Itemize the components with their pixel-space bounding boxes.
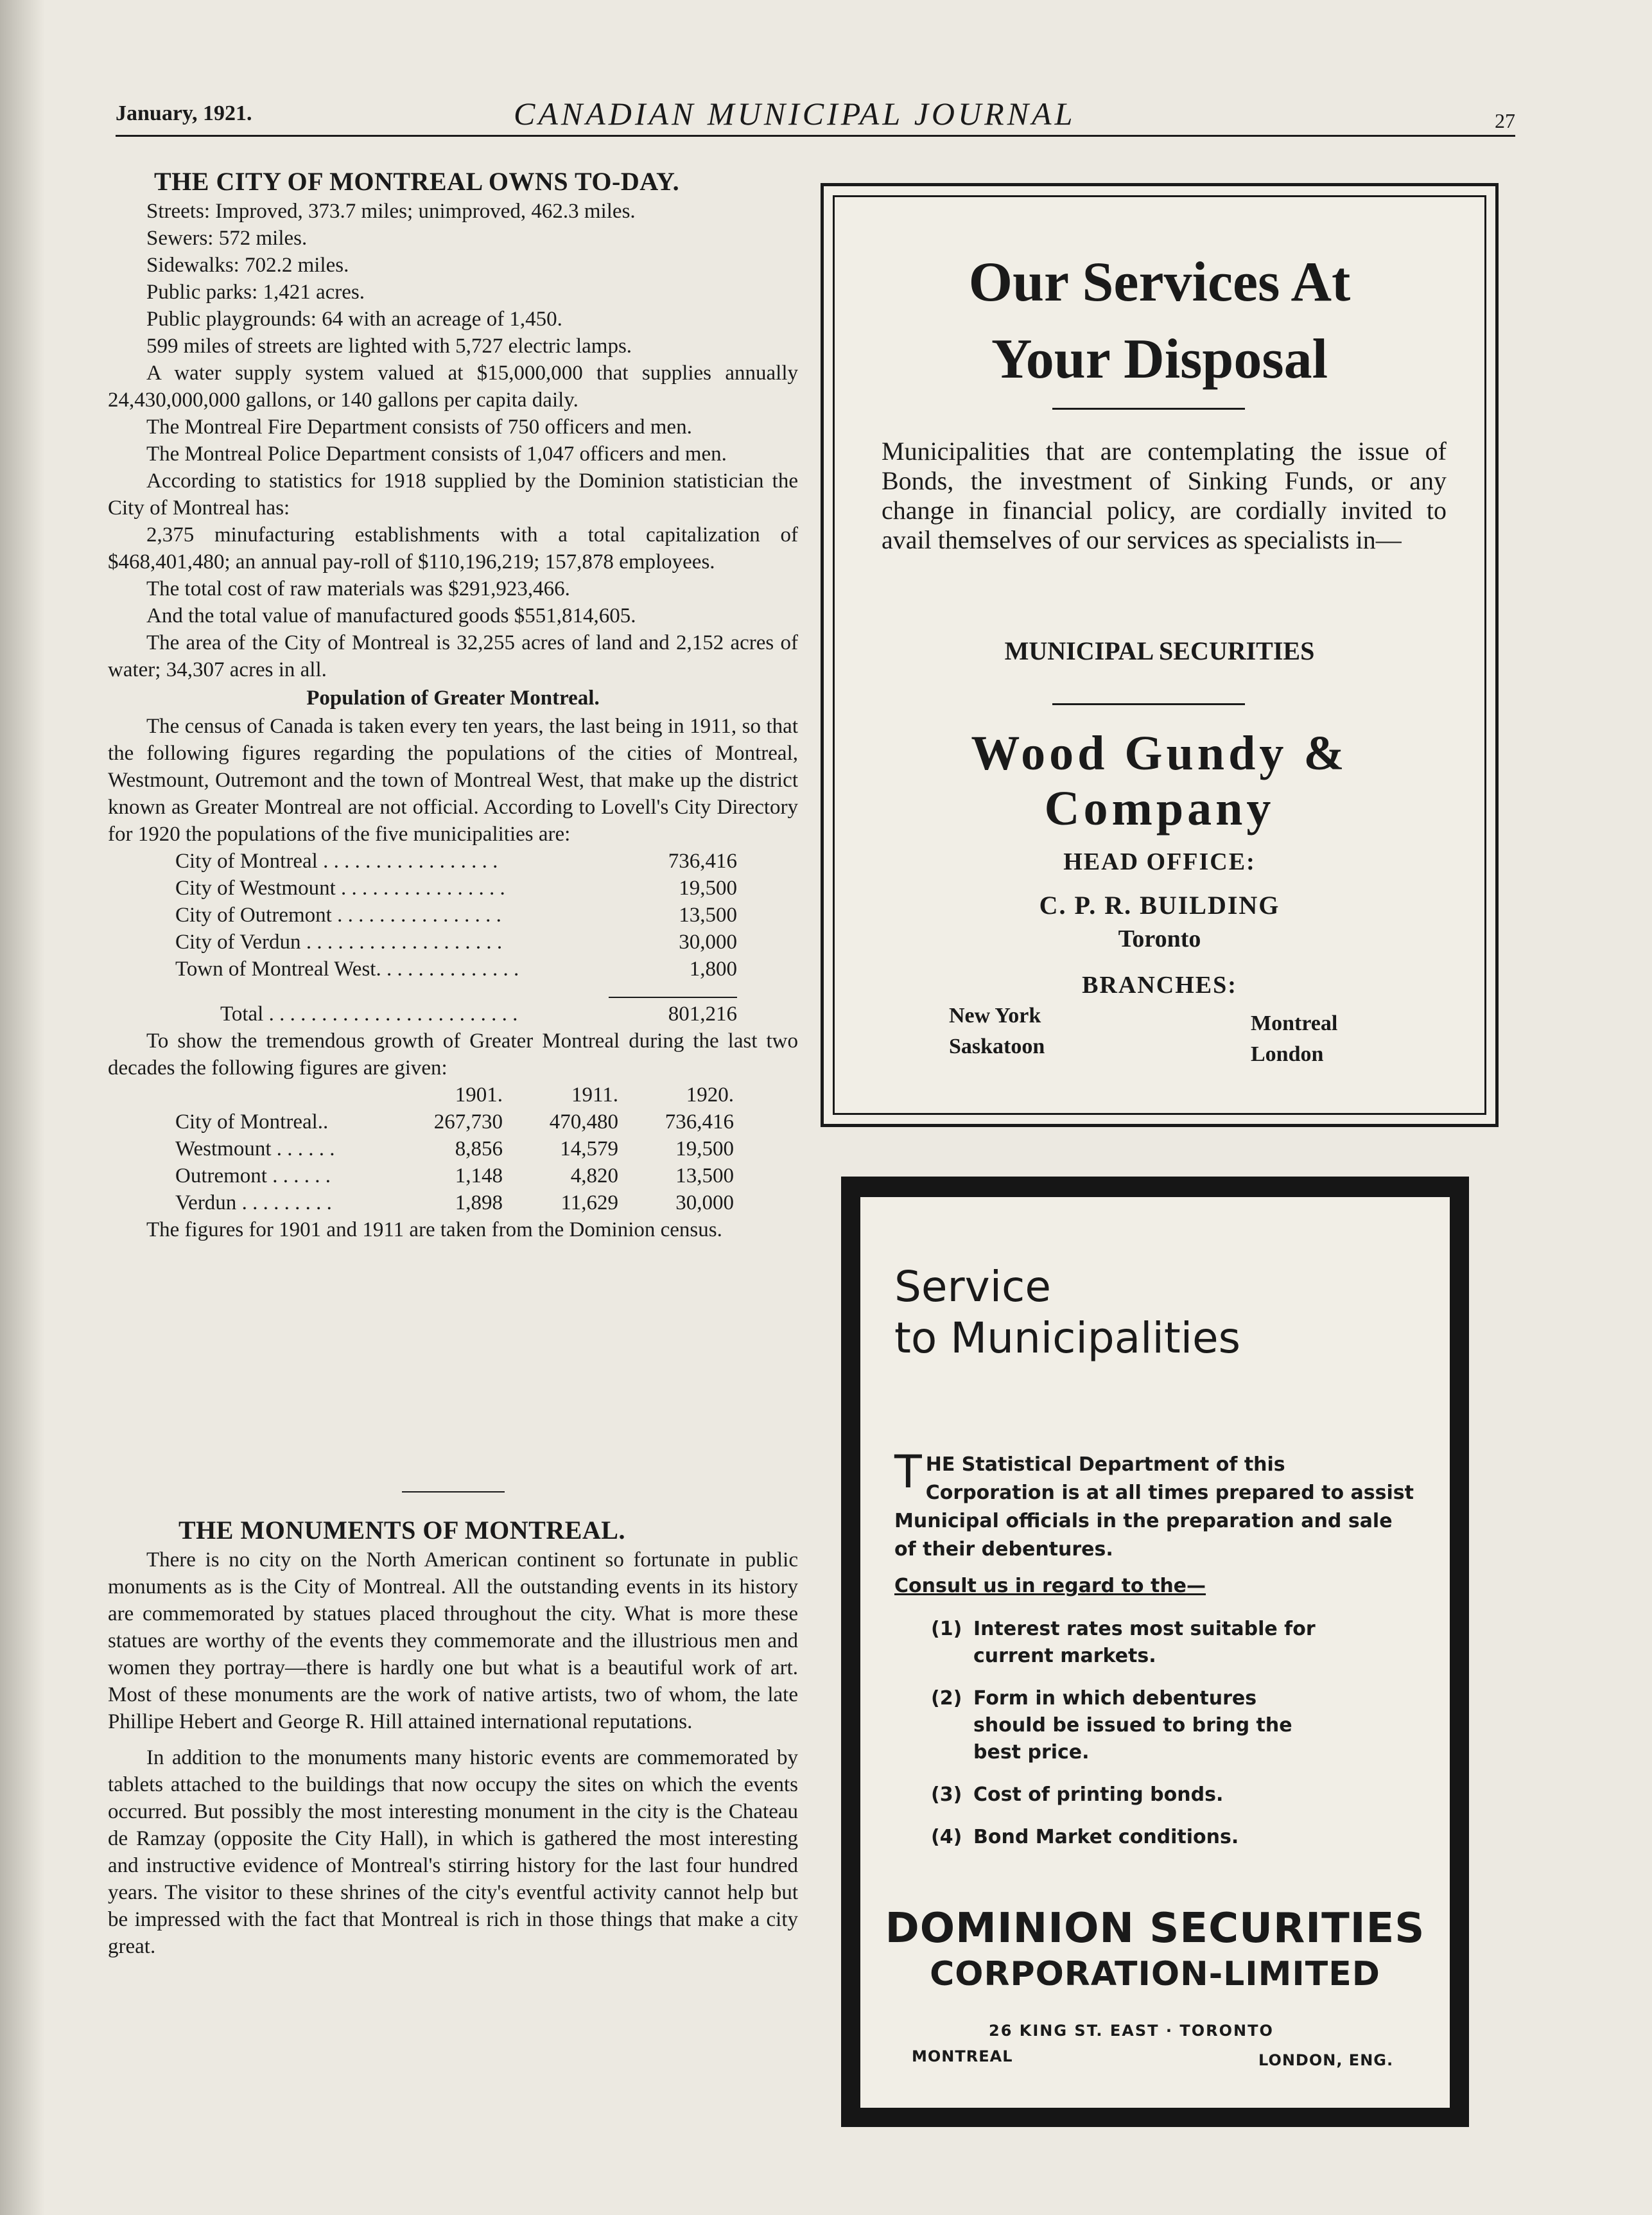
stat-line: 599 miles of streets are lighted with 5,727 electric lamps. — [146, 335, 632, 358]
article-heading: THE MONUMENTS OF MONTREAL. — [178, 1516, 625, 1545]
article-city-owns — [108, 166, 798, 1243]
total-rule — [609, 997, 737, 998]
ad-rule — [1052, 703, 1245, 705]
stat-line: And the total value of manufactured goods $551,814,605. — [146, 604, 636, 627]
stat-line: The Montreal Police Department consists of 1,047 officers and men. — [146, 442, 727, 466]
head-office-building: C. P. R. BUILDING — [1039, 891, 1280, 920]
ad-body: THE Statistical Department of this Corporation is at all times prepared to assist Municipal officials in the preparation and sale of their debentures. — [894, 1446, 1414, 1561]
page-header — [116, 95, 1515, 140]
list-item: (1) Interest rates most suitable for current markets. — [931, 1618, 1316, 1667]
company-logo-line1: DOMINION SECURITIES — [885, 1905, 1425, 1952]
wood-gundy-ad — [821, 183, 1499, 1127]
page-number: 27 — [1495, 109, 1515, 132]
stat-line: Sewers: 572 miles. — [146, 227, 308, 250]
service-list — [931, 1616, 1329, 1866]
ad-title: Our Services At Your Disposal — [968, 251, 1351, 390]
article-heading: THE CITY OF MONTREAL OWNS TO-DAY. — [154, 167, 680, 196]
ad-inner-panel — [860, 1197, 1450, 2108]
growth-row: Westmount . . . . . . 8,856 14,579 19,500 — [175, 1137, 734, 1160]
company-address: 26 KING ST. EAST · TORONTO — [989, 2022, 1274, 2040]
article-paragraph: There is no city on the North American continent so fortunate in public monuments as is the City of Montreal. All the outstanding events in its history are commemorated by statues placed throughout the city. What is more these statues are worthy of the events they commemorate and the illustrious men and women they portray—there is hardly one but what is a beautiful work of art. Most of these monuments are the work of native artists, two of whom, the late Phillipe Hebert and George R. Hill attained international reputations. — [108, 1548, 798, 1733]
binding-gutter — [0, 0, 45, 2215]
population-row: City of Verdun . . . . . . . . . . . . . . . . . . . 30,000 — [175, 931, 737, 954]
ad-rule — [1052, 408, 1245, 410]
population-row: City of Montreal . . . . . . . . . . . . . . . . . 736,416 — [175, 850, 737, 873]
article-monuments — [108, 1510, 798, 1960]
section-separator — [402, 1491, 505, 1493]
ad-specialty: MUNICIPAL SECURITIES — [1004, 636, 1315, 665]
population-row: City of Outremont . . . . . . . . . . . . . . . . 13,500 — [175, 904, 737, 927]
growth-row: City of Montreal.. 267,730 470,480 736,416 — [175, 1110, 734, 1134]
drop-cap: T — [894, 1446, 922, 1498]
list-item: (2) Form in which debentures should be issued to bring the best price. — [931, 1687, 1292, 1764]
population-subheading: Population of Greater Montreal. — [306, 687, 600, 710]
list-item: (4) Bond Market conditions. — [931, 1826, 1239, 1848]
census-paragraph: The census of Canada is taken every ten years, the last being in 1911, so that the following figures regarding the populations of the cities of Montreal, Westmount, Outremont and the town of Montreal West, that make up the district known as Greater Montreal are not official. According to Lovell's City Directory for 1920 the populations of the five municipalities are: — [108, 715, 798, 846]
ad-title: Service to Municipalities — [894, 1262, 1241, 1363]
branches-left: New York Saskatoon — [949, 1004, 1045, 1058]
article-paragraph: In addition to the monuments many historic events are commemorated by tablets attached to the buildings that now occupy the sites on which the events occurred. But possibly the most interesting monument in the city is the Chateau de Ramzay (opposite the City Hall), in which is gathered the most interesting and instructive evidence of Montreal's stirring history for the last four hundred years. The visitor to these shrines of the city's eventful activity cannot help but be impressed with the fact that Montreal is rich in those things that make a city great. — [108, 1746, 798, 1958]
population-total-row: Total . . . . . . . . . . . . . . . . . . . . . . . . 801,216 — [220, 1002, 737, 1026]
dominion-securities-ad — [841, 1177, 1469, 2127]
branches-label: BRANCHES: — [1082, 972, 1237, 999]
population-row: Town of Montreal West. . . . . . . . . . . . . . 1,800 — [175, 958, 737, 981]
stat-line: Public playgrounds: 64 with an acreage of 1,450. — [146, 308, 562, 331]
stat-line: The area of the City of Montreal is 32,255 acres of land and 2,152 acres of water; 34,307 acres in all. — [108, 631, 798, 681]
header-rule — [116, 135, 1515, 137]
stat-line: Streets: Improved, 373.7 miles; unimproved, 462.3 miles. — [146, 200, 636, 223]
growth-row: Verdun . . . . . . . . . 1,898 11,629 30,000 — [175, 1191, 734, 1214]
head-office-label: HEAD OFFICE: — [1063, 848, 1256, 875]
stat-line: The Montreal Fire Department consists of 750 officers and men. — [146, 416, 692, 439]
firm-name: Wood Gundy & Company — [971, 726, 1348, 836]
growth-header-row: 1901. 1911. 1920. — [455, 1083, 734, 1107]
consult-line: Consult us in regard to the— — [894, 1575, 1206, 1597]
stat-line: Sidewalks: 702.2 miles. — [146, 254, 349, 277]
growth-paragraph: To show the tremendous growth of Greater Montreal during the last two decades the following figures are given: — [108, 1029, 798, 1080]
stat-line: 2,375 minufacturing establishments with a total capitalization of $468,401,480; an annual pay-roll of $110,196,219; 157,878 employees. — [108, 523, 798, 573]
list-item: (3) Cost of printing bonds. — [931, 1783, 1224, 1806]
growth-row: Outremont . . . . . . 1,148 4,820 13,500 — [175, 1164, 734, 1187]
journal-title: CANADIAN MUNICIPAL JOURNAL — [514, 96, 1076, 132]
stat-line: Public parks: 1,421 acres. — [146, 281, 365, 304]
office-montreal: MONTREAL — [912, 2047, 1013, 2065]
head-office-city: Toronto — [1118, 925, 1201, 952]
growth-note: The figures for 1901 and 1911 are taken from the Dominion census. — [146, 1218, 722, 1241]
issue-date: January, 1921. — [116, 101, 252, 125]
ad-body: Municipalities that are contemplating the issue of Bonds, the investment of Sinking Funds, or any change in financial policy, are cordially invited to avail themselves of our services as specialists in— — [882, 437, 1447, 554]
company-logo-line2: CORPORATION-LIMITED — [930, 1955, 1380, 1993]
stat-line: According to statistics for 1918 supplied by the Dominion statistician the City of Montreal has: — [108, 469, 798, 520]
population-row: City of Westmount . . . . . . . . . . . . . . . . 19,500 — [175, 877, 737, 900]
stat-line: A water supply system valued at $15,000,000 that supplies annually 24,430,000,000 gallons, or 140 gallons per capita daily. — [108, 362, 798, 412]
branches-right: Montreal London — [1251, 1011, 1338, 1066]
office-london: LONDON, ENG. — [1258, 2051, 1394, 2069]
stat-line: The total cost of raw materials was $291,923,466. — [146, 577, 570, 600]
